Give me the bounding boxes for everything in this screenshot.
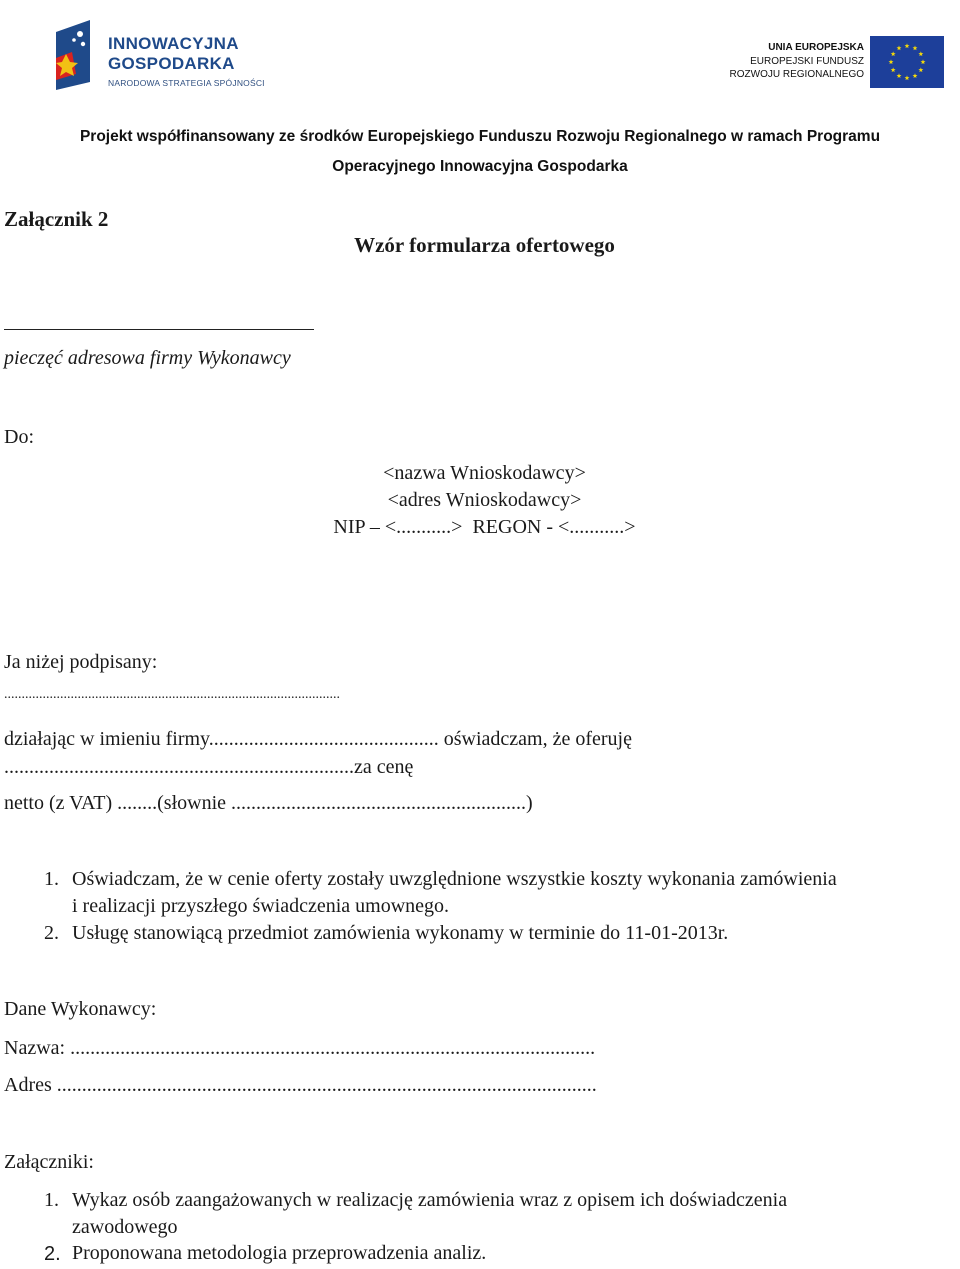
form-title: Wzór formularza ofertowego (354, 233, 615, 257)
annex-label: Załącznik 2 (4, 207, 109, 231)
attachments-heading: Załączniki: (4, 1151, 94, 1173)
attachment-2-line1: Proponowana metodologia przeprowadzenia analiz. (72, 1242, 487, 1264)
logo-left-line2: GOSPODARKA (108, 54, 235, 73)
recipient-name: <nazwa Wnioskodawcy> (383, 462, 586, 484)
attachment-1-number: 1. (44, 1189, 59, 1211)
logo-right-line3: ROZWOJU REGIONALNEGO (729, 69, 864, 80)
signed-label: Ja niżej podpisany: (4, 651, 158, 673)
recipient-label: Do: (4, 426, 34, 448)
net-price-line: netto (z VAT) ........(słownie ...........................................................) (4, 792, 533, 814)
contractor-heading: Dane Wykonawcy: (4, 998, 157, 1020)
attachment-2-number: 2. (44, 1243, 61, 1265)
acting-on-behalf-line: działając w imieniu firmy.............................................. oświadczam, że oferuję (4, 728, 632, 750)
statement-2-number: 2. (44, 922, 59, 944)
eu-fund-logo (729, 36, 948, 92)
logo-left-line1: INNOWACYJNA (108, 34, 239, 53)
logo-right-line1: UNIA EUROPEJSKA (768, 42, 864, 53)
stamp-signature-line (4, 329, 314, 330)
funding-statement-line1: Projekt współfinansowany ze środków Europejskiego Funduszu Rozwoju Regionalnego w ramach Programu (79, 128, 881, 145)
statement-1-number: 1. (44, 868, 59, 890)
logo-right-line2: EUROPEJSKI FUNDUSZ (750, 56, 864, 67)
contractor-name-field: Nazwa: ......................................................................................................... (4, 1037, 596, 1059)
recipient-address: <adres Wnioskodawcy> (387, 489, 582, 511)
stamp-caption: pieczęć adresowa firmy Wykonawcy (4, 347, 291, 369)
attachment-1-line2: zawodowego (72, 1216, 178, 1238)
logo-left-line3: NARODOWA STRATEGIA SPÓJNOŚCI (108, 78, 265, 88)
price-line: ......................................................................za cenę (4, 756, 414, 778)
signer-name-field: ................................................................................................ (4, 687, 340, 702)
statement-1-line2: i realizacji przyszłego świadczenia umownego. (72, 895, 450, 917)
attachment-1-line1: Wykaz osób zaangażowanych w realizację zamówienia wraz z opisem ich doświadczenia (72, 1189, 788, 1211)
funding-statement-line2: Operacyjnego Innowacyjna Gospodarka (332, 158, 628, 175)
innowacyjna-logo-icon (50, 18, 96, 92)
recipient-ids: NIP – <...........> REGON - <...........> (333, 516, 636, 538)
statement-1-line1: Oświadczam, że w cenie oferty zostały uwzględnione wszystkie koszty wykonania zamówienia (72, 868, 837, 890)
innowacyjna-gospodarka-logo (50, 18, 280, 96)
contractor-address-field: Adres ............................................................................................................ (4, 1074, 597, 1096)
eu-flag-icon (870, 36, 944, 88)
statement-2-line1: Usługę stanowiącą przedmiot zamówienia wykonamy w terminie do 11-01-2013r. (72, 922, 729, 944)
